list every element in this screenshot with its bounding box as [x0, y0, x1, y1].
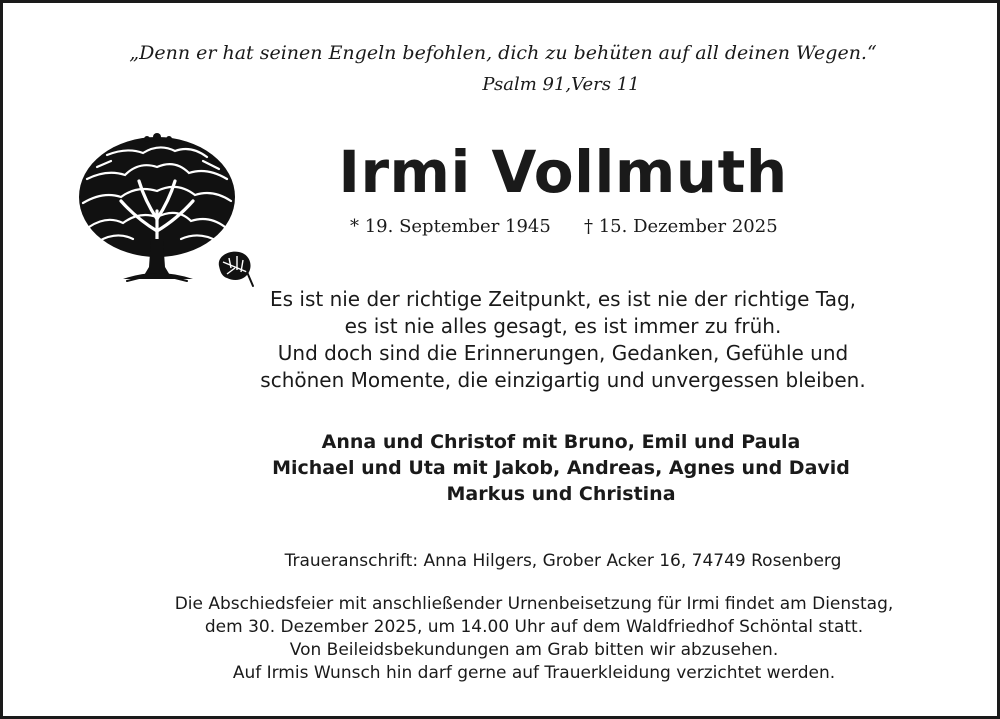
- deceased-name: Irmi Vollmuth: [338, 138, 788, 206]
- ceremony-line: Von Beileidsbekundungen am Grab bitten wir abzusehen.: [289, 640, 779, 660]
- poem-line: es ist nie alles gesagt, es ist immer zu früh.: [344, 314, 782, 338]
- birth-date: * 19. September 1945: [350, 216, 551, 237]
- ceremony-line: Die Abschiedsfeier mit anschließender Urnenbeisetzung für Irmi findet am Dienstag,: [174, 594, 894, 614]
- mourner-line: Anna und Christof mit Bruno, Emil und Paula: [321, 431, 801, 453]
- ceremony-info: [3, 593, 1000, 685]
- mourner-line: Markus und Christina: [446, 483, 676, 505]
- ceremony-line: Auf Irmis Wunsch hin darf gerne auf Trauerkleidung verzichtet werden.: [232, 663, 836, 683]
- ceremony-line: dem 30. Dezember 2025, um 14.00 Uhr auf dem Waldfriedhof Schöntal statt.: [204, 617, 864, 637]
- mourner-line: Michael und Uta mit Jakob, Andreas, Agnes und David: [272, 457, 850, 479]
- leaf-icon: [215, 246, 255, 290]
- death-date: † 15. Dezember 2025: [584, 216, 778, 237]
- poem-line: Es ist nie der richtige Zeitpunkt, es ist nie der richtige Tag,: [269, 287, 856, 311]
- quote-source: Psalm 91,Vers 11: [482, 74, 640, 95]
- poem: [3, 286, 1000, 394]
- poem-line: Und doch sind die Erinnerungen, Gedanken, Gefühle und: [277, 341, 849, 365]
- mourning-address: Traueranschrift: Anna Hilgers, Grober Acker 16, 74749 Rosenberg: [284, 551, 842, 571]
- bible-quote: „Denn er hat seinen Engeln befohlen, dich zu behüten auf all deinen Wegen.“: [129, 42, 877, 64]
- mourners-list: [3, 429, 1000, 507]
- poem-line: schönen Momente, die einzigartig und unvergessen bleiben.: [260, 368, 866, 392]
